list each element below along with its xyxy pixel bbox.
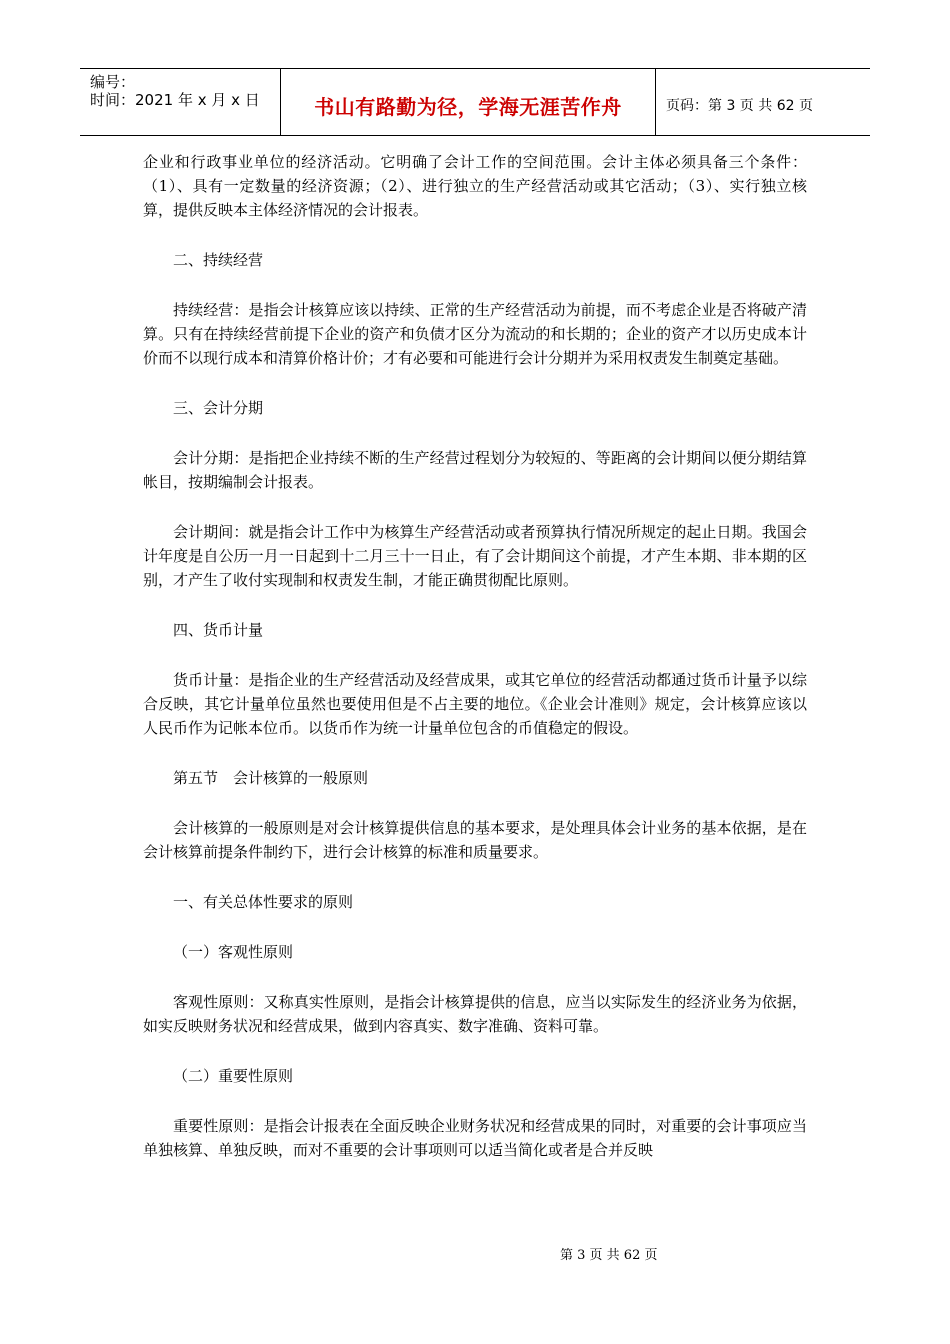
section-heading: 一、有关总体性要求的原则 bbox=[173, 893, 354, 911]
paragraph: 会计核算的一般原则是对会计核算提供信息的基本要求，是处理具体会计业务的基本依据，是在会计核算前提条件制约下，进行会计核算的标准和质量要求。 bbox=[143, 819, 807, 861]
header-motto: 书山有路勤为径，学海无涯苦作舟 bbox=[314, 94, 622, 119]
paragraph: 会计期间：就是指会计工作中为核算生产经营活动或者预算执行情况所规定的起止日期。我国会计年度是自公历一月一日起到十二月三十一日止，有了会计期间这个前提，才产生本期、非本期的区别，才产生了收付实现制和权责发生制，才能正确贯彻配比原则。 bbox=[143, 523, 807, 589]
paragraph: 货币计量：是指企业的生产经营活动及经营成果，或其它单位的经营活动都通过货币计量予以综合反映，其它计量单位虽然也要使用但是不占主要的地位。《企业会计准则》规定，会计核算应该以人民币作为记帐本位币。以货币作为统一计量单位包含的币值稳定的假设。 bbox=[143, 671, 807, 737]
page-header bbox=[80, 68, 870, 136]
document-body bbox=[143, 150, 807, 1162]
serial-number-label: 编号： bbox=[90, 73, 136, 91]
section-heading: 二、持续经营 bbox=[173, 251, 264, 269]
page-footer: 第 3 页 共 62 页 bbox=[560, 1248, 658, 1263]
header-motto-cell bbox=[281, 69, 656, 135]
time-label: 时间：2021 年 x 月 x 日 bbox=[90, 91, 260, 109]
section-heading: 四、货币计量 bbox=[173, 621, 264, 639]
subsection-heading: （一）客观性原则 bbox=[173, 943, 294, 961]
subsection-heading: （二）重要性原则 bbox=[173, 1067, 294, 1085]
chapter-section-heading: 第五节 会计核算的一般原则 bbox=[173, 769, 369, 787]
paragraph: 持续经营：是指会计核算应该以持续、正常的生产经营活动为前提，而不考虑企业是否将破产清算。只有在持续经营前提下企业的资产和负债才区分为流动的和长期的；企业的资产才以历史成本计价而不以现行成本和清算价格计价；才有必要和可能进行会计分期并为采用权责发生制奠定基础。 bbox=[143, 301, 807, 367]
paragraph: 企业和行政事业单位的经济活动。它明确了会计工作的空间范围。会计主体必须具备三个条件：（1）、具有一定数量的经济资源；（2）、进行独立的生产经营活动或其它活动；（3）、实行独立核算，提供反映本主体经济情况的会计报表。 bbox=[143, 153, 807, 219]
paragraph: 重要性原则：是指会计报表在全面反映企业财务状况和经营成果的同时，对重要的会计事项应当单独核算、单独反映，而对不重要的会计事项则可以适当简化或者是合并反映 bbox=[143, 1117, 807, 1159]
header-page-info: 页码：第 3 页 共 62 页 bbox=[666, 98, 813, 114]
paragraph: 会计分期：是指把企业持续不断的生产经营过程划分为较短的、等距离的会计期间以便分期结算帐目，按期编制会计报表。 bbox=[143, 449, 807, 491]
paragraph: 客观性原则：又称真实性原则，是指会计核算提供的信息，应当以实际发生的经济业务为依据，如实反映财务状况和经营成果，做到内容真实、数字准确、资料可靠。 bbox=[143, 993, 807, 1035]
header-meta bbox=[80, 69, 281, 135]
section-heading: 三、会计分期 bbox=[173, 399, 264, 417]
